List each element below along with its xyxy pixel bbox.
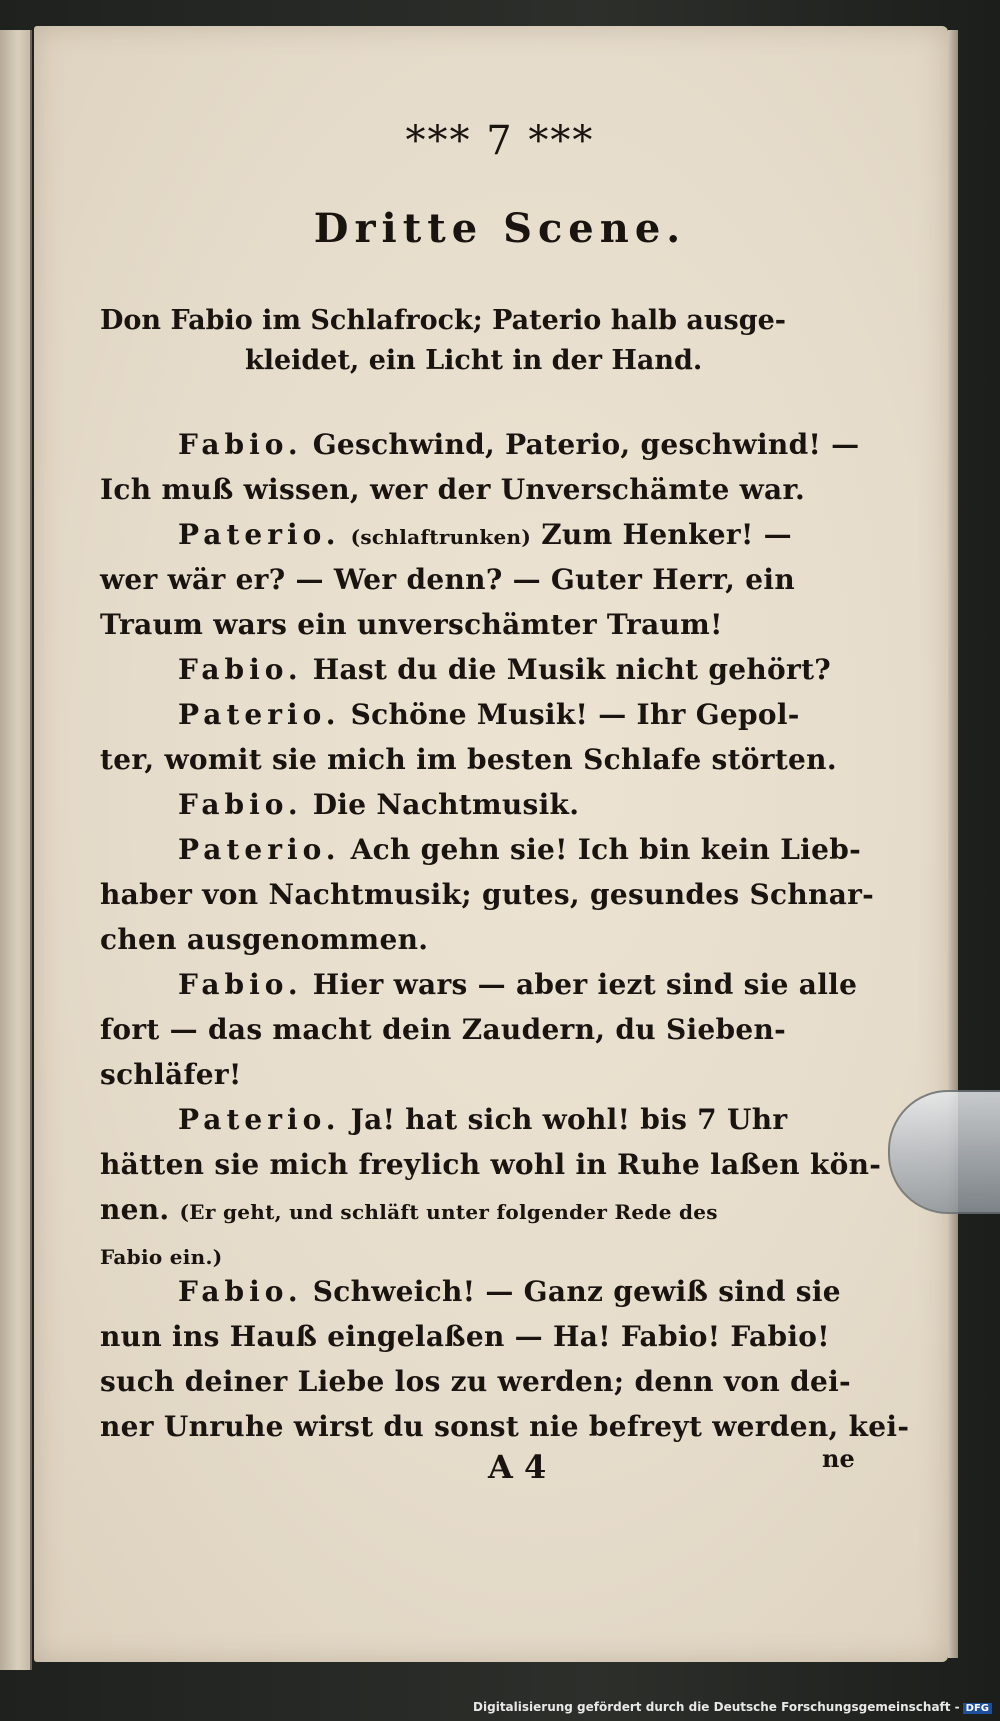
line-text: fort — das macht dein Zaudern, du Sieben- (100, 1013, 787, 1046)
line-text: Zum Henker! — (541, 518, 792, 551)
speaker-name: Fabio. (178, 1275, 303, 1308)
dialogue-line (178, 833, 861, 866)
line-text: Hier wars — aber iezt sind sie alle (312, 968, 858, 1001)
speaker-name: Paterio. (178, 833, 341, 866)
line-text: hätten sie mich freylich wohl in Ruhe laßen kön- (100, 1148, 882, 1181)
line-text: Hast du die Musik nicht gehört? (312, 653, 832, 686)
line-text: Traum wars ein unverschämter Traum! (100, 608, 723, 641)
line-text: nun ins Hauß eingelaßen — Ha! Fabio! Fabio! (100, 1320, 830, 1353)
dialogue-line (100, 1365, 851, 1398)
line-text: Die Nachtmusik. (312, 788, 580, 821)
scene-title: Dritte Scene. (313, 205, 687, 252)
page-clip-tab (888, 1090, 1000, 1214)
dialogue-line (178, 968, 857, 1001)
dialogue-line (100, 1058, 242, 1091)
line-text: Schweich! — Ganz gewiß sind sie (312, 1275, 841, 1308)
dialogue-line (178, 788, 579, 821)
stage-direction-line: Don Fabio im Schlafrock; Paterio halb ausge- (100, 305, 786, 336)
dialogue-line (178, 428, 859, 461)
speaker-name: Fabio. (178, 968, 303, 1001)
credit-text: Digitalisierung gefördert durch die Deutsche Forschungsgemeinschaft - (473, 1700, 960, 1714)
speaker-name: Fabio. (178, 428, 303, 461)
line-text: ter, womit sie mich im besten Schlafe störten. (100, 743, 837, 776)
speaker-name: Fabio. (178, 788, 303, 821)
speaker-name: Paterio. (178, 518, 341, 551)
line-text: Schöne Musik! — Ihr Gepol- (350, 698, 800, 731)
line-text: Ja! hat sich wohl! bis 7 Uhr (350, 1103, 788, 1136)
dialogue-line (100, 878, 874, 911)
dialogue-line (100, 1410, 909, 1443)
dialogue-line (100, 1148, 881, 1181)
line-text: chen ausgenommen. (100, 923, 429, 956)
dialogue-line (100, 563, 795, 596)
line-text: Ich muß wissen, wer der Unverschämte war. (100, 473, 806, 506)
line-text: schläfer! (100, 1058, 242, 1091)
speaker-name: Paterio. (178, 698, 341, 731)
dialogue-line (178, 518, 792, 551)
dialogue-line (100, 1193, 718, 1226)
line-text: ner Unruhe wirst du sonst nie befreyt werden, kei- (100, 1410, 910, 1443)
speaker-name: Fabio. (178, 653, 303, 686)
signature-mark: A 4 (488, 1448, 547, 1486)
stage-direction-line: kleidet, ein Licht in der Hand. (245, 345, 703, 376)
dialogue-line (178, 1275, 841, 1308)
dialogue-line (100, 1013, 786, 1046)
line-text: Geschwind, Paterio, geschwind! — (312, 428, 860, 461)
page-header: *** 7 *** (405, 118, 595, 164)
digitization-credit (473, 1700, 992, 1714)
catchword: ne (822, 1444, 855, 1473)
line-text: such deiner Liebe los zu werden; denn von dei- (100, 1365, 851, 1398)
dialogue-line (100, 923, 428, 956)
dialogue-line (100, 1320, 830, 1353)
dialogue-line (178, 1103, 787, 1136)
dialogue-line (100, 743, 837, 776)
dialogue-line (178, 698, 800, 731)
dialogue-line (100, 608, 723, 641)
line-text: Ach gehn sie! Ich bin kein Lieb- (350, 833, 862, 866)
line-text: nen. (100, 1193, 170, 1226)
line-text: haber von Nachtmusik; gutes, gesundes Schnar- (100, 878, 875, 911)
dialogue-line (178, 653, 831, 686)
speaker-name: Paterio. (178, 1103, 341, 1136)
page-fore-edge (948, 30, 958, 1658)
dfg-logo: DFG (963, 1703, 992, 1714)
previous-page-edge (0, 30, 32, 1670)
stage-note: (Er geht, und schläft unter folgender Rede des (179, 1200, 718, 1224)
line-text: wer wär er? — Wer denn? — Guter Herr, ein (100, 563, 795, 596)
stage-note: Fabio ein.) (100, 1245, 223, 1269)
dialogue-line (100, 1238, 223, 1271)
stage-note: (schlaftrunken) (350, 525, 532, 549)
dialogue-line (100, 473, 805, 506)
